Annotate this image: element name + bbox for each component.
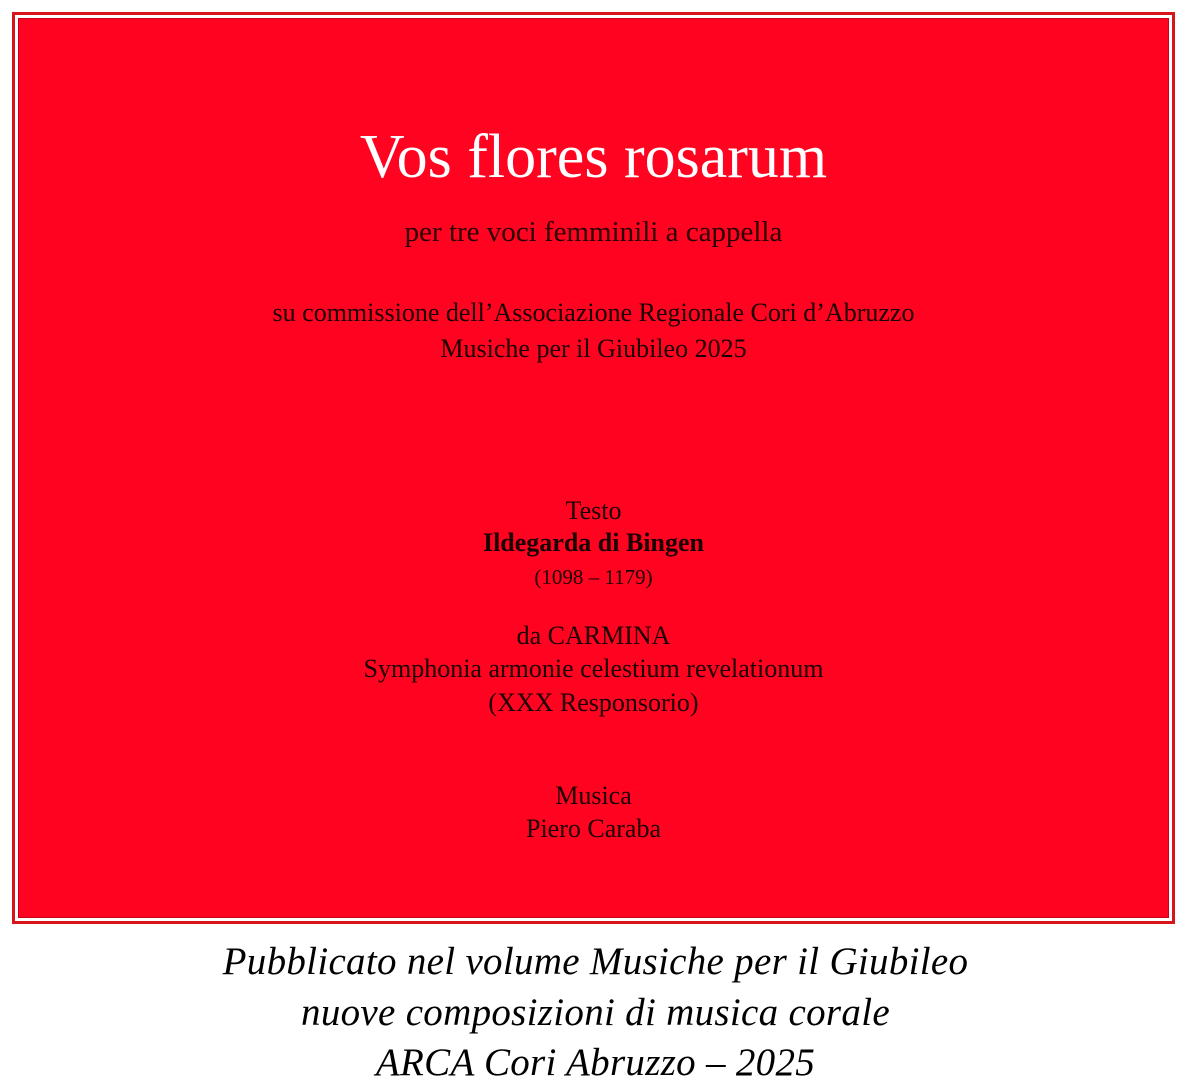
- commission-line: su commissione dell’Associazione Regionale Cori d’Abruzzo: [272, 298, 915, 327]
- responsorio-line: (XXX Responsorio): [488, 688, 699, 717]
- text-source: da CARMINA: [516, 621, 671, 650]
- composer-name: Piero Caraba: [525, 814, 661, 843]
- cover-panel: [19, 19, 1168, 917]
- text-label: Testo: [565, 496, 622, 525]
- piece-subtitle: per tre voci femminili a cappella: [404, 216, 783, 248]
- music-label: Musica: [555, 781, 632, 810]
- piece-title: Vos flores rosarum: [359, 123, 828, 191]
- text-author: Ildegarda di Bingen: [482, 528, 705, 557]
- caption-line-1: Pubblicato nel volume Musiche per il Giubileo: [222, 940, 969, 983]
- jubilee-line: Musiche per il Giubileo 2025: [440, 334, 747, 363]
- work-title: Symphonia armonie celestium revelationum: [363, 654, 824, 683]
- caption-line-3: ARCA Cori Abruzzo – 2025: [375, 1041, 816, 1084]
- caption-line-2: nuove composizioni di musica corale: [301, 991, 890, 1034]
- author-dates: (1098 – 1179): [534, 565, 653, 589]
